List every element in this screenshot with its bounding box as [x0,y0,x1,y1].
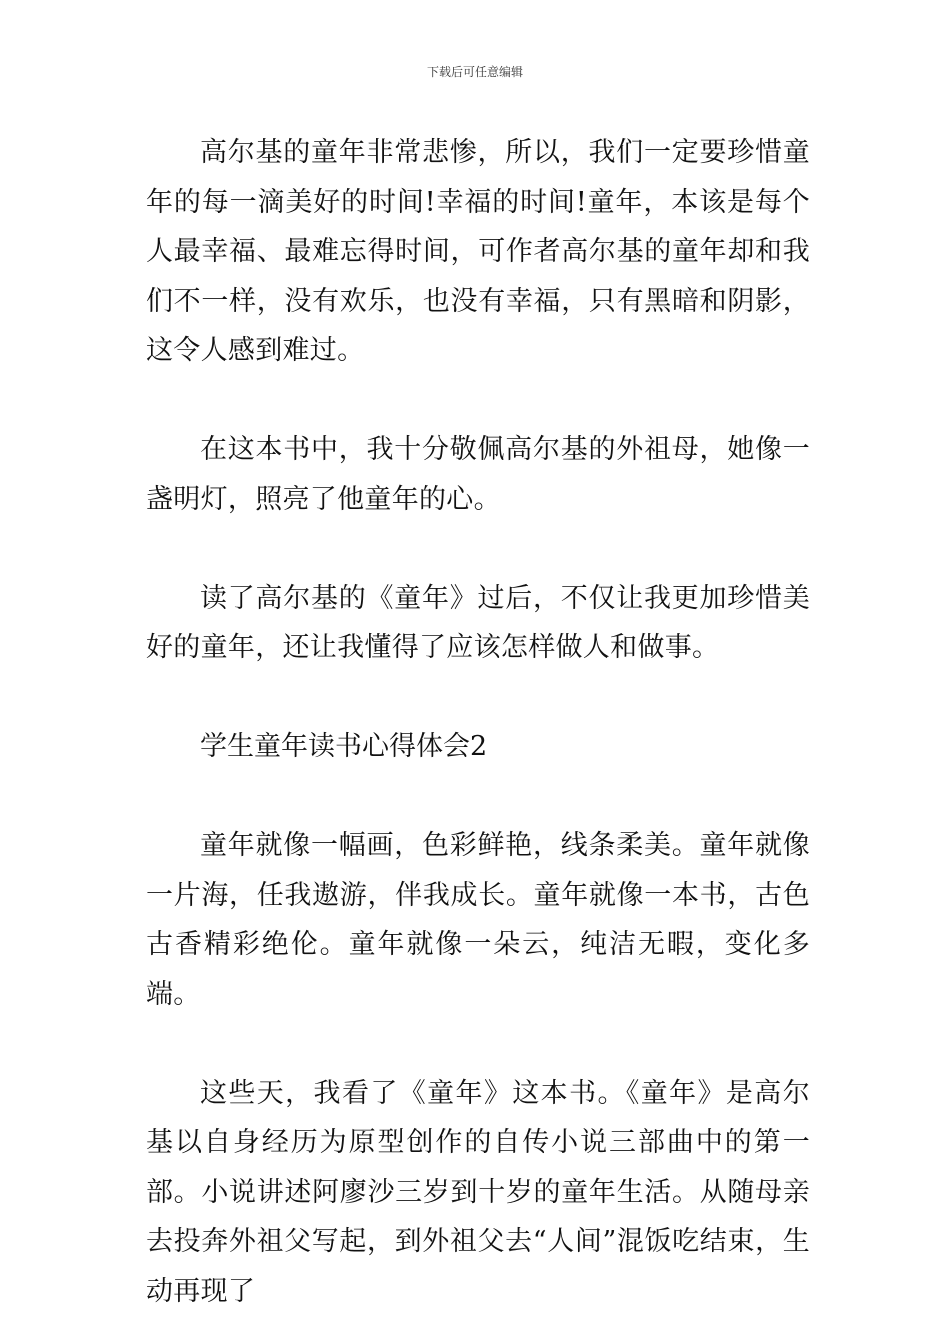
page-header: 下载后可任意编辑 [426,65,523,79]
paragraph-4: 童年就像一幅画，色彩鲜艳，线条柔美。童年就像一片海，任我遨游，伴我成长。童年就像一本书，古色古香精彩绝伦。童年就像一朵云，纯洁无暇，变化多端。 [146,830,810,1010]
paragraph-gap [146,772,810,822]
paragraph-gap [146,673,810,723]
paragraph-gap [146,524,810,574]
paragraph-1: 高尔基的童年非常悲惨，所以，我们一定要珍惜童年的每一滴美好的时间!幸福的时间!童年，本该是每个人最幸福、最难忘得时间，可作者高尔基的童年却和我们不一样，没有欢乐，也没有幸福，只有黑暗和阴影，这令人感到难过。 [146,137,810,366]
paragraph-3: 读了高尔基的《童年》过后，不仅让我更加珍惜美好的童年，还让我懂得了应该怎样做人和做事。 [146,582,810,663]
paragraph-5: 这些天，我看了《童年》这本书。《童年》是高尔基以自身经历为原型创作的自传小说三部曲中的第一部。小说讲述阿廖沙三岁到十岁的童年生活。从随母亲去投奔外祖父写起，到外祖父去“人间”混饭吃结束，生动再现了 [146,1077,810,1307]
paragraph-gap [146,1019,810,1069]
paragraph-2: 在这本书中，我十分敬佩高尔基的外祖母，她像一盏明灯，照亮了他童年的心。 [146,434,810,515]
document-body [146,128,810,1316]
section-heading: 学生童年读书心得体会2 [200,731,488,762]
paragraph-gap [146,376,810,426]
